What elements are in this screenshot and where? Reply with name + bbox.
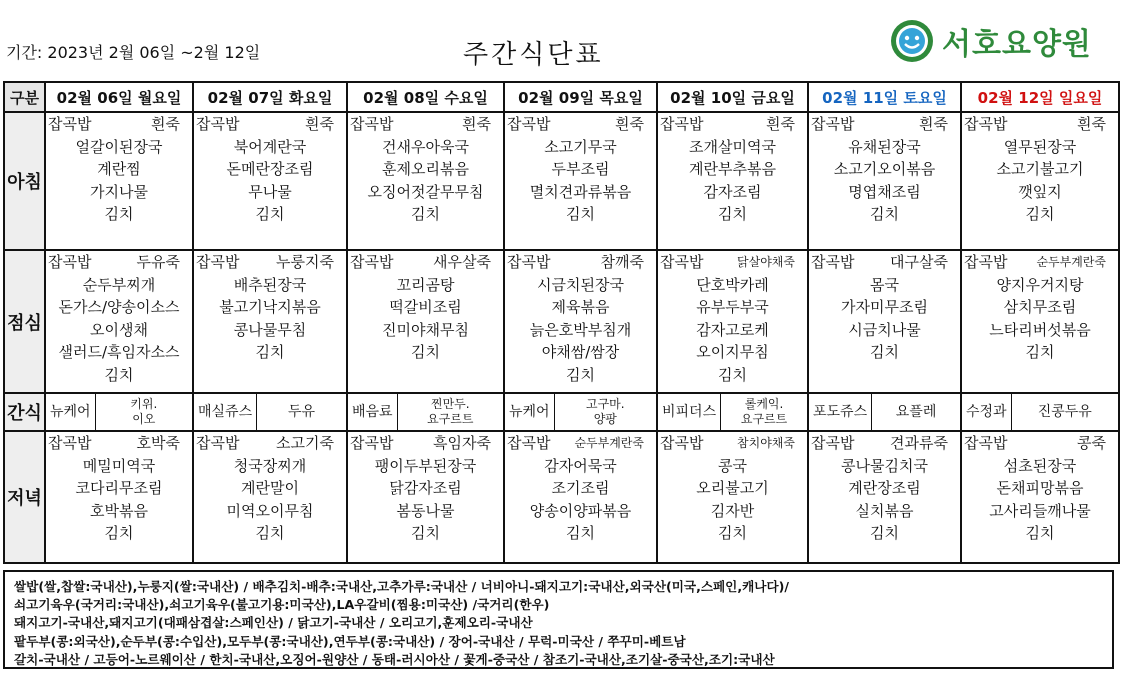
dish-item: 계란찜 [97, 160, 141, 178]
smiling-face-logo-icon [890, 19, 934, 63]
dish-item: 김자반 [710, 501, 755, 520]
menu-cell-breakfast [193, 112, 347, 250]
rice-porridge-line [962, 251, 1118, 274]
porridge-item: 흰죽 [151, 115, 180, 133]
rice-item: 잡곡밥 [350, 253, 394, 271]
rice-item: 잡곡밥 [507, 253, 551, 271]
porridge-item: 참치야채죽 [737, 436, 795, 450]
dish-item: 순두부찌개 [82, 275, 156, 294]
snack-item-a: 뉴케어 [509, 403, 550, 420]
dish-item: 진미야채무침 [382, 320, 469, 339]
rice-item: 잡곡밥 [48, 115, 92, 133]
dish-item: 김치 [411, 343, 440, 361]
rice-porridge-line [348, 113, 503, 136]
porridge-item: 소고기죽 [276, 434, 334, 452]
snack-item-a: 포도쥬스 [813, 403, 868, 420]
rice-item: 잡곡밥 [811, 253, 855, 271]
dish-item: 명엽채조림 [848, 182, 921, 201]
porridge-item: 순두부계란죽 [574, 436, 644, 450]
dish-item: 무나물 [248, 182, 292, 201]
dish-item: 야채쌈/쌈장 [541, 343, 620, 361]
dish-item: 조개살미역국 [689, 137, 776, 156]
dish-item: 느타리버섯볶음 [989, 320, 1091, 339]
dish-item: 얼갈이된장국 [75, 137, 163, 156]
header-gubun: 구분 [4, 82, 45, 112]
porridge-item: 흰죽 [462, 115, 491, 133]
snack-item-b: 롤케익. 요구르트 [720, 394, 807, 430]
dish-item: 코다리무조림 [75, 479, 163, 497]
weekly-menu-table [3, 81, 1120, 564]
header-day: 02월 12일 일요일 [961, 82, 1119, 112]
dish-item: 김치 [870, 524, 899, 542]
dish-item: 떡갈비조림 [389, 298, 462, 316]
menu-cell-dinner [45, 431, 193, 563]
rice-porridge-line [46, 251, 192, 274]
porridge-item: 흰죽 [305, 115, 334, 133]
dish-item: 김치 [411, 524, 440, 542]
dish-item: 김치 [1025, 524, 1055, 542]
snack-cell [347, 393, 504, 431]
rice-porridge-line [505, 432, 656, 455]
dish-item: 소고기불고기 [996, 160, 1084, 178]
dish-item: 닭감자조림 [389, 479, 462, 497]
period-label: 기간: 2023년 2월 06일 ~2월 12일 [6, 43, 261, 62]
snack-cell [45, 393, 193, 431]
dish-item: 김치 [1025, 205, 1055, 223]
dish-item: 열무된장국 [1003, 137, 1077, 156]
dinner-row [4, 431, 1119, 563]
snack-cell [961, 393, 1119, 431]
dish-item: 김치 [566, 205, 595, 223]
snack-pair [46, 394, 192, 430]
porridge-item: 콩죽 [1077, 434, 1106, 452]
snack-item-a: 매실쥬스 [198, 403, 253, 420]
menu-cell-dinner [808, 431, 961, 563]
origin-note-line: 갈치-국내산 / 고등어-노르웨이산 / 한치-국내산,오징어-원양산 / 동태-러시아산 / 꽃게-중국산 / 참조기-국내산,조기살-중국산,조기:국내산 [14, 651, 775, 667]
dish-item: 돈채피망볶음 [996, 479, 1084, 497]
snack-row [4, 393, 1119, 431]
porridge-item: 흰죽 [1077, 115, 1106, 133]
porridge-item: 참깨죽 [600, 253, 644, 271]
meal-label-breakfast: 아침 [4, 112, 45, 250]
rice-porridge-line [962, 432, 1118, 455]
dish-item: 시금치나물 [848, 320, 921, 339]
dish-item: 늙은호박부침개 [529, 320, 632, 339]
snack-item-b: 요플레 [871, 394, 960, 430]
dish-item: 양송이양파볶음 [529, 501, 632, 520]
rice-item: 잡곡밥 [660, 434, 704, 452]
dish-item: 몸국 [870, 275, 899, 294]
dish-item: 김치 [566, 524, 595, 542]
menu-cell-lunch [504, 250, 657, 393]
breakfast-row [4, 112, 1119, 250]
menu-cell-breakfast [808, 112, 961, 250]
dish-item: 유채된장국 [848, 137, 921, 156]
header-day: 02월 09일 목요일 [504, 82, 657, 112]
rice-item: 잡곡밥 [507, 434, 551, 452]
snack-item-b: 키위. 이오 [95, 394, 192, 430]
dish-item: 콩국 [718, 456, 747, 475]
dish-item: 김치 [718, 365, 747, 384]
dish-item: 단호박카레 [696, 275, 769, 294]
dish-item: 삼치무조림 [1003, 298, 1077, 316]
dish-item: 유부두부국 [696, 298, 769, 316]
snack-item-a: 비피더스 [662, 403, 717, 420]
snack-pair [962, 394, 1118, 430]
dish-item: 김치 [104, 524, 134, 542]
snack-cell [808, 393, 961, 431]
meal-label-lunch: 점심 [4, 250, 45, 393]
dish-item: 제육볶음 [551, 298, 610, 316]
rice-porridge-line [194, 113, 346, 136]
porridge-item: 흰죽 [919, 115, 948, 133]
porridge-item: 닭살야채죽 [737, 255, 795, 269]
snack-cell [193, 393, 347, 431]
rice-porridge-line [348, 432, 503, 455]
menu-cell-dinner [504, 431, 657, 563]
dish-item: 콩나물김치국 [841, 456, 928, 475]
rice-porridge-line [46, 432, 192, 455]
porridge-item: 호박죽 [136, 434, 180, 452]
porridge-item: 새우살죽 [433, 253, 491, 271]
dish-item: 김치 [566, 365, 595, 384]
porridge-item: 순두부계란죽 [1036, 255, 1106, 269]
menu-cell-breakfast [347, 112, 504, 250]
page-title: 주간식단표 [463, 40, 604, 70]
dish-item: 콩나물무침 [233, 320, 307, 339]
snack-pair [348, 394, 503, 430]
porridge-item: 두유죽 [136, 253, 180, 271]
rice-item: 잡곡밥 [964, 115, 1008, 133]
porridge-item: 흰죽 [615, 115, 644, 133]
rice-porridge-line [809, 113, 960, 136]
rice-porridge-line [658, 113, 807, 136]
dish-item: 메밀미역국 [82, 456, 156, 475]
dish-item: 미역오이무침 [226, 501, 314, 520]
dish-item: 양지우거지탕 [996, 275, 1084, 294]
rice-porridge-line [194, 251, 346, 274]
dish-item: 시금치된장국 [537, 275, 624, 294]
rice-porridge-line [658, 432, 807, 455]
menu-cell-dinner [657, 431, 808, 563]
snack-item-b: 찐만두. 요구르트 [397, 394, 503, 430]
snack-pair [658, 394, 807, 430]
menu-cell-lunch [193, 250, 347, 393]
menu-cell-dinner [193, 431, 347, 563]
dish-item: 돈가스/양송이소스 [58, 298, 180, 316]
dish-item: 김치 [255, 205, 285, 223]
dish-item: 김치 [255, 524, 285, 542]
dish-item: 오리불고기 [696, 479, 769, 497]
snack-item-a: 배음료 [352, 403, 393, 420]
meal-label-snack: 간식 [4, 393, 45, 431]
dish-item: 깻잎지 [1018, 182, 1062, 201]
snack-cell [504, 393, 657, 431]
dish-item: 김치 [255, 343, 285, 361]
dish-item: 계란말이 [241, 479, 299, 497]
dish-item: 계란장조림 [848, 479, 921, 497]
rice-item: 잡곡밥 [811, 115, 855, 133]
dish-item: 샐러드/흑임자소스 [58, 343, 180, 361]
rice-item: 잡곡밥 [196, 115, 240, 133]
rice-porridge-line [809, 251, 960, 274]
origin-note-line: 팥두부(콩:외국산),순두부(콩:수입산),모두부(콩:국내산),연두부(콩:국내산) / 장어-국내산 / 무럭-미국산 / 쭈꾸미-베트남 [14, 633, 686, 649]
dish-item: 오이지무침 [696, 343, 769, 361]
dish-item: 김치 [104, 365, 134, 384]
menu-cell-lunch [961, 250, 1119, 393]
menu-cell-lunch [657, 250, 808, 393]
dish-item: 꼬리곰탕 [396, 275, 455, 294]
dish-item: 김치 [718, 524, 747, 542]
dish-item: 섬초된장국 [1003, 456, 1077, 475]
dish-item: 봄동나물 [396, 501, 455, 520]
dish-item: 김치 [718, 205, 747, 223]
origin-notes [3, 570, 1114, 669]
snack-item-a: 수정과 [966, 403, 1007, 420]
snack-item-b: 진콩두유 [1011, 394, 1118, 430]
snack-pair [194, 394, 346, 430]
header-day: 02월 06일 월요일 [45, 82, 193, 112]
header-row [4, 82, 1119, 112]
porridge-item: 흰죽 [766, 115, 795, 133]
porridge-item: 흑임자죽 [433, 434, 491, 452]
snack-cell [657, 393, 808, 431]
rice-item: 잡곡밥 [196, 434, 240, 452]
origin-note-line: 쇠고기육우(국거리:국내산),쇠고기육우(불고기용:미국산),LA우갈비(찜용:미국산) /국거리(한우) [14, 597, 550, 613]
menu-cell-lunch [808, 250, 961, 393]
dish-item: 멸치견과류볶음 [529, 182, 632, 201]
menu-cell-lunch [45, 250, 193, 393]
dish-item: 소고기오이볶음 [833, 160, 936, 178]
dish-item: 가지나물 [90, 182, 148, 201]
origin-note-line: 쌀밥(쌀,찹쌀:국내산),누룽지(쌀:국내산) / 배추김치-배추:국내산,고추가루:국내산 / 너비아니-돼지고기:국내산,외국산(미국,스페인,캐나다)/ [14, 579, 789, 594]
rice-item: 잡곡밥 [196, 253, 240, 271]
dish-item: 감자고로케 [696, 320, 769, 339]
porridge-item: 견과류죽 [890, 434, 948, 452]
dish-item: 돈메란장조림 [226, 160, 314, 178]
porridge-item: 누룽지죽 [276, 253, 334, 271]
dish-item: 북어계란국 [233, 137, 307, 156]
dish-item: 배추된장국 [233, 275, 307, 294]
rice-item: 잡곡밥 [811, 434, 855, 452]
rice-porridge-line [505, 113, 656, 136]
dish-item: 불고기낙지볶음 [219, 298, 321, 316]
menu-cell-breakfast [961, 112, 1119, 250]
dish-item: 오징어젓갈무무침 [367, 182, 484, 201]
dish-item: 호박볶음 [90, 501, 148, 520]
menu-cell-breakfast [45, 112, 193, 250]
dish-item: 김치 [104, 205, 134, 223]
dish-item: 조기조림 [551, 479, 610, 497]
dish-item: 김치 [411, 205, 440, 223]
rice-item: 잡곡밥 [660, 253, 704, 271]
dish-item: 김치 [870, 343, 899, 361]
dish-item: 건새우아욱국 [382, 137, 469, 156]
header-day: 02월 11일 토요일 [808, 82, 961, 112]
origin-note-line: 돼지고기-국내산,돼지고기(대패삼겹살:스페인산) / 닭고기-국내산 / 오리고기,훈제오리-국내산 [14, 615, 533, 631]
header-day: 02월 08일 수요일 [347, 82, 504, 112]
dish-item: 청국장찌개 [233, 456, 307, 475]
dish-item: 감자어묵국 [544, 456, 617, 475]
dish-item: 팽이두부된장국 [374, 456, 477, 475]
dish-item: 고사리들깨나물 [989, 501, 1091, 520]
rice-porridge-line [809, 432, 960, 455]
dish-item: 계란부추볶음 [689, 160, 776, 178]
menu-cell-dinner [961, 431, 1119, 563]
rice-item: 잡곡밥 [507, 115, 551, 133]
meal-label-dinner: 저녁 [4, 431, 45, 563]
dish-item: 김치 [870, 205, 899, 223]
rice-item: 잡곡밥 [964, 434, 1008, 452]
snack-item-b: 두유 [256, 394, 346, 430]
snack-pair [809, 394, 960, 430]
header-day: 02월 07일 화요일 [193, 82, 347, 112]
dish-item: 실치볶음 [855, 501, 914, 520]
rice-porridge-line [962, 113, 1118, 136]
rice-porridge-line [46, 113, 192, 136]
porridge-item: 대구살죽 [890, 253, 948, 271]
dish-item: 김치 [1025, 343, 1055, 361]
dish-item: 두부조림 [551, 160, 610, 178]
rice-porridge-line [658, 251, 807, 274]
dish-item: 훈제오리볶음 [382, 160, 469, 178]
rice-item: 잡곡밥 [48, 253, 92, 271]
rice-item: 잡곡밥 [350, 115, 394, 133]
logo [890, 19, 1092, 63]
dish-item: 감자조림 [703, 182, 762, 201]
menu-cell-dinner [347, 431, 504, 563]
snack-pair [505, 394, 656, 430]
dish-item: 오이생채 [90, 320, 148, 339]
menu-cell-breakfast [504, 112, 657, 250]
dish-item: 가자미무조림 [841, 298, 928, 316]
rice-porridge-line [505, 251, 656, 274]
logo-name: 서호요양원 [942, 27, 1092, 62]
snack-item-a: 뉴케어 [50, 403, 91, 420]
lunch-row [4, 250, 1119, 393]
rice-item: 잡곡밥 [660, 115, 704, 133]
dish-item: 소고기무국 [544, 137, 617, 156]
rice-porridge-line [348, 251, 503, 274]
rice-item: 잡곡밥 [350, 434, 394, 452]
menu-cell-lunch [347, 250, 504, 393]
rice-porridge-line [194, 432, 346, 455]
header-day: 02월 10일 금요일 [657, 82, 808, 112]
rice-item: 잡곡밥 [48, 434, 92, 452]
snack-item-b: 고구마. 양팡 [554, 394, 656, 430]
menu-cell-breakfast [657, 112, 808, 250]
rice-item: 잡곡밥 [964, 253, 1008, 271]
